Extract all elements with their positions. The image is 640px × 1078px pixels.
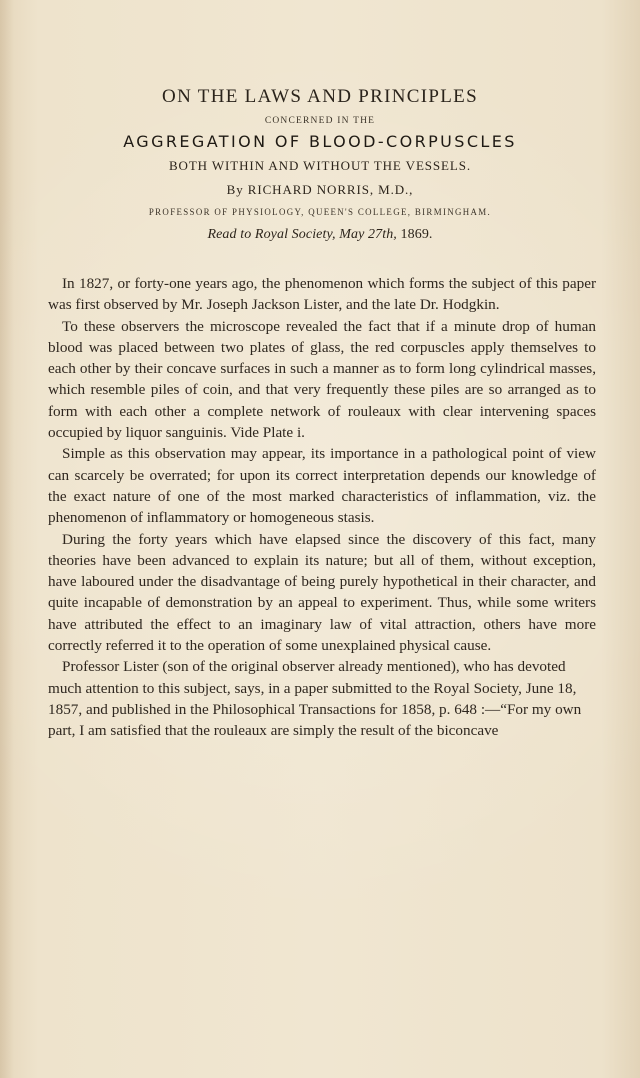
author-byline: By RICHARD NORRIS, M.D., bbox=[226, 182, 414, 197]
read-note-year: 1869. bbox=[400, 227, 433, 242]
title-line-1: ON THE LAWS AND PRINCIPLES bbox=[162, 86, 478, 107]
title-main: AGGREGATION OF BLOOD-CORPUSCLES bbox=[123, 132, 517, 151]
article-body bbox=[48, 273, 596, 742]
title-line-2: CONCERNED IN THE bbox=[264, 116, 376, 126]
paragraph-2: To these observers the microscope revealed the fact that if a minute drop of human blood was placed between two plates of glass, the red corpuscles apply themselves to each other by their concave surfaces in such a manner as to form long cylindrical masses, which resemble piles of coin, and that very frequently these piles are so arranged as to form with each other a complete network of rouleaux with clear intervening spaces occupied by liquor sanguinis. Vide Plate i. bbox=[48, 317, 596, 442]
article-heading bbox=[0, 86, 640, 244]
title-line-4: BOTH WITHIN AND WITHOUT THE VESSELS. bbox=[168, 158, 472, 173]
paragraph-5: Professor Lister (son of the original observer already mentioned), who has devoted much attention to this subject, says, in a paper submitted to the Royal Society, June 18, 1857, and published in the Philosophical Transactions for 1858, p. 648 :—“For my own part, I am satisfied that the rouleaux are simply the result of the biconcave bbox=[48, 658, 582, 740]
author-affiliation: PROFESSOR OF PHYSIOLOGY, QUEEN'S COLLEGE, BIRMINGHAM. bbox=[148, 207, 492, 217]
read-note-text: Read to Royal Society, May 27th, bbox=[207, 227, 397, 242]
paragraph-3: Simple as this observation may appear, its importance in a pathological point of view can scarcely be overrated; for upon its correct interpretation depends our knowledge of the exact nature of one of the most marked characteristics of inflammation, viz. the phenomenon of inflammatory or homogeneous stasis. bbox=[48, 445, 596, 527]
paragraph-4: During the forty years which have elapsed since the discovery of this fact, many theories have been advanced to explain its nature; but all of them, without exception, have laboured under the disadvantage of being purely hypothetical in their character, and quite incapable of demonstration by an appeal to experiment. Thus, while some writers have attributed the effect to an imaginary law of vital attraction, others have more correctly referred it to the operation of some unexplained physical cause. bbox=[48, 530, 596, 655]
read-note bbox=[0, 226, 640, 244]
paragraph-1: In 1827, or forty-one years ago, the phenomenon which forms the subject of this paper was first observed by Mr. Joseph Jackson Lister, and the late Dr. Hodgkin. bbox=[48, 275, 596, 314]
